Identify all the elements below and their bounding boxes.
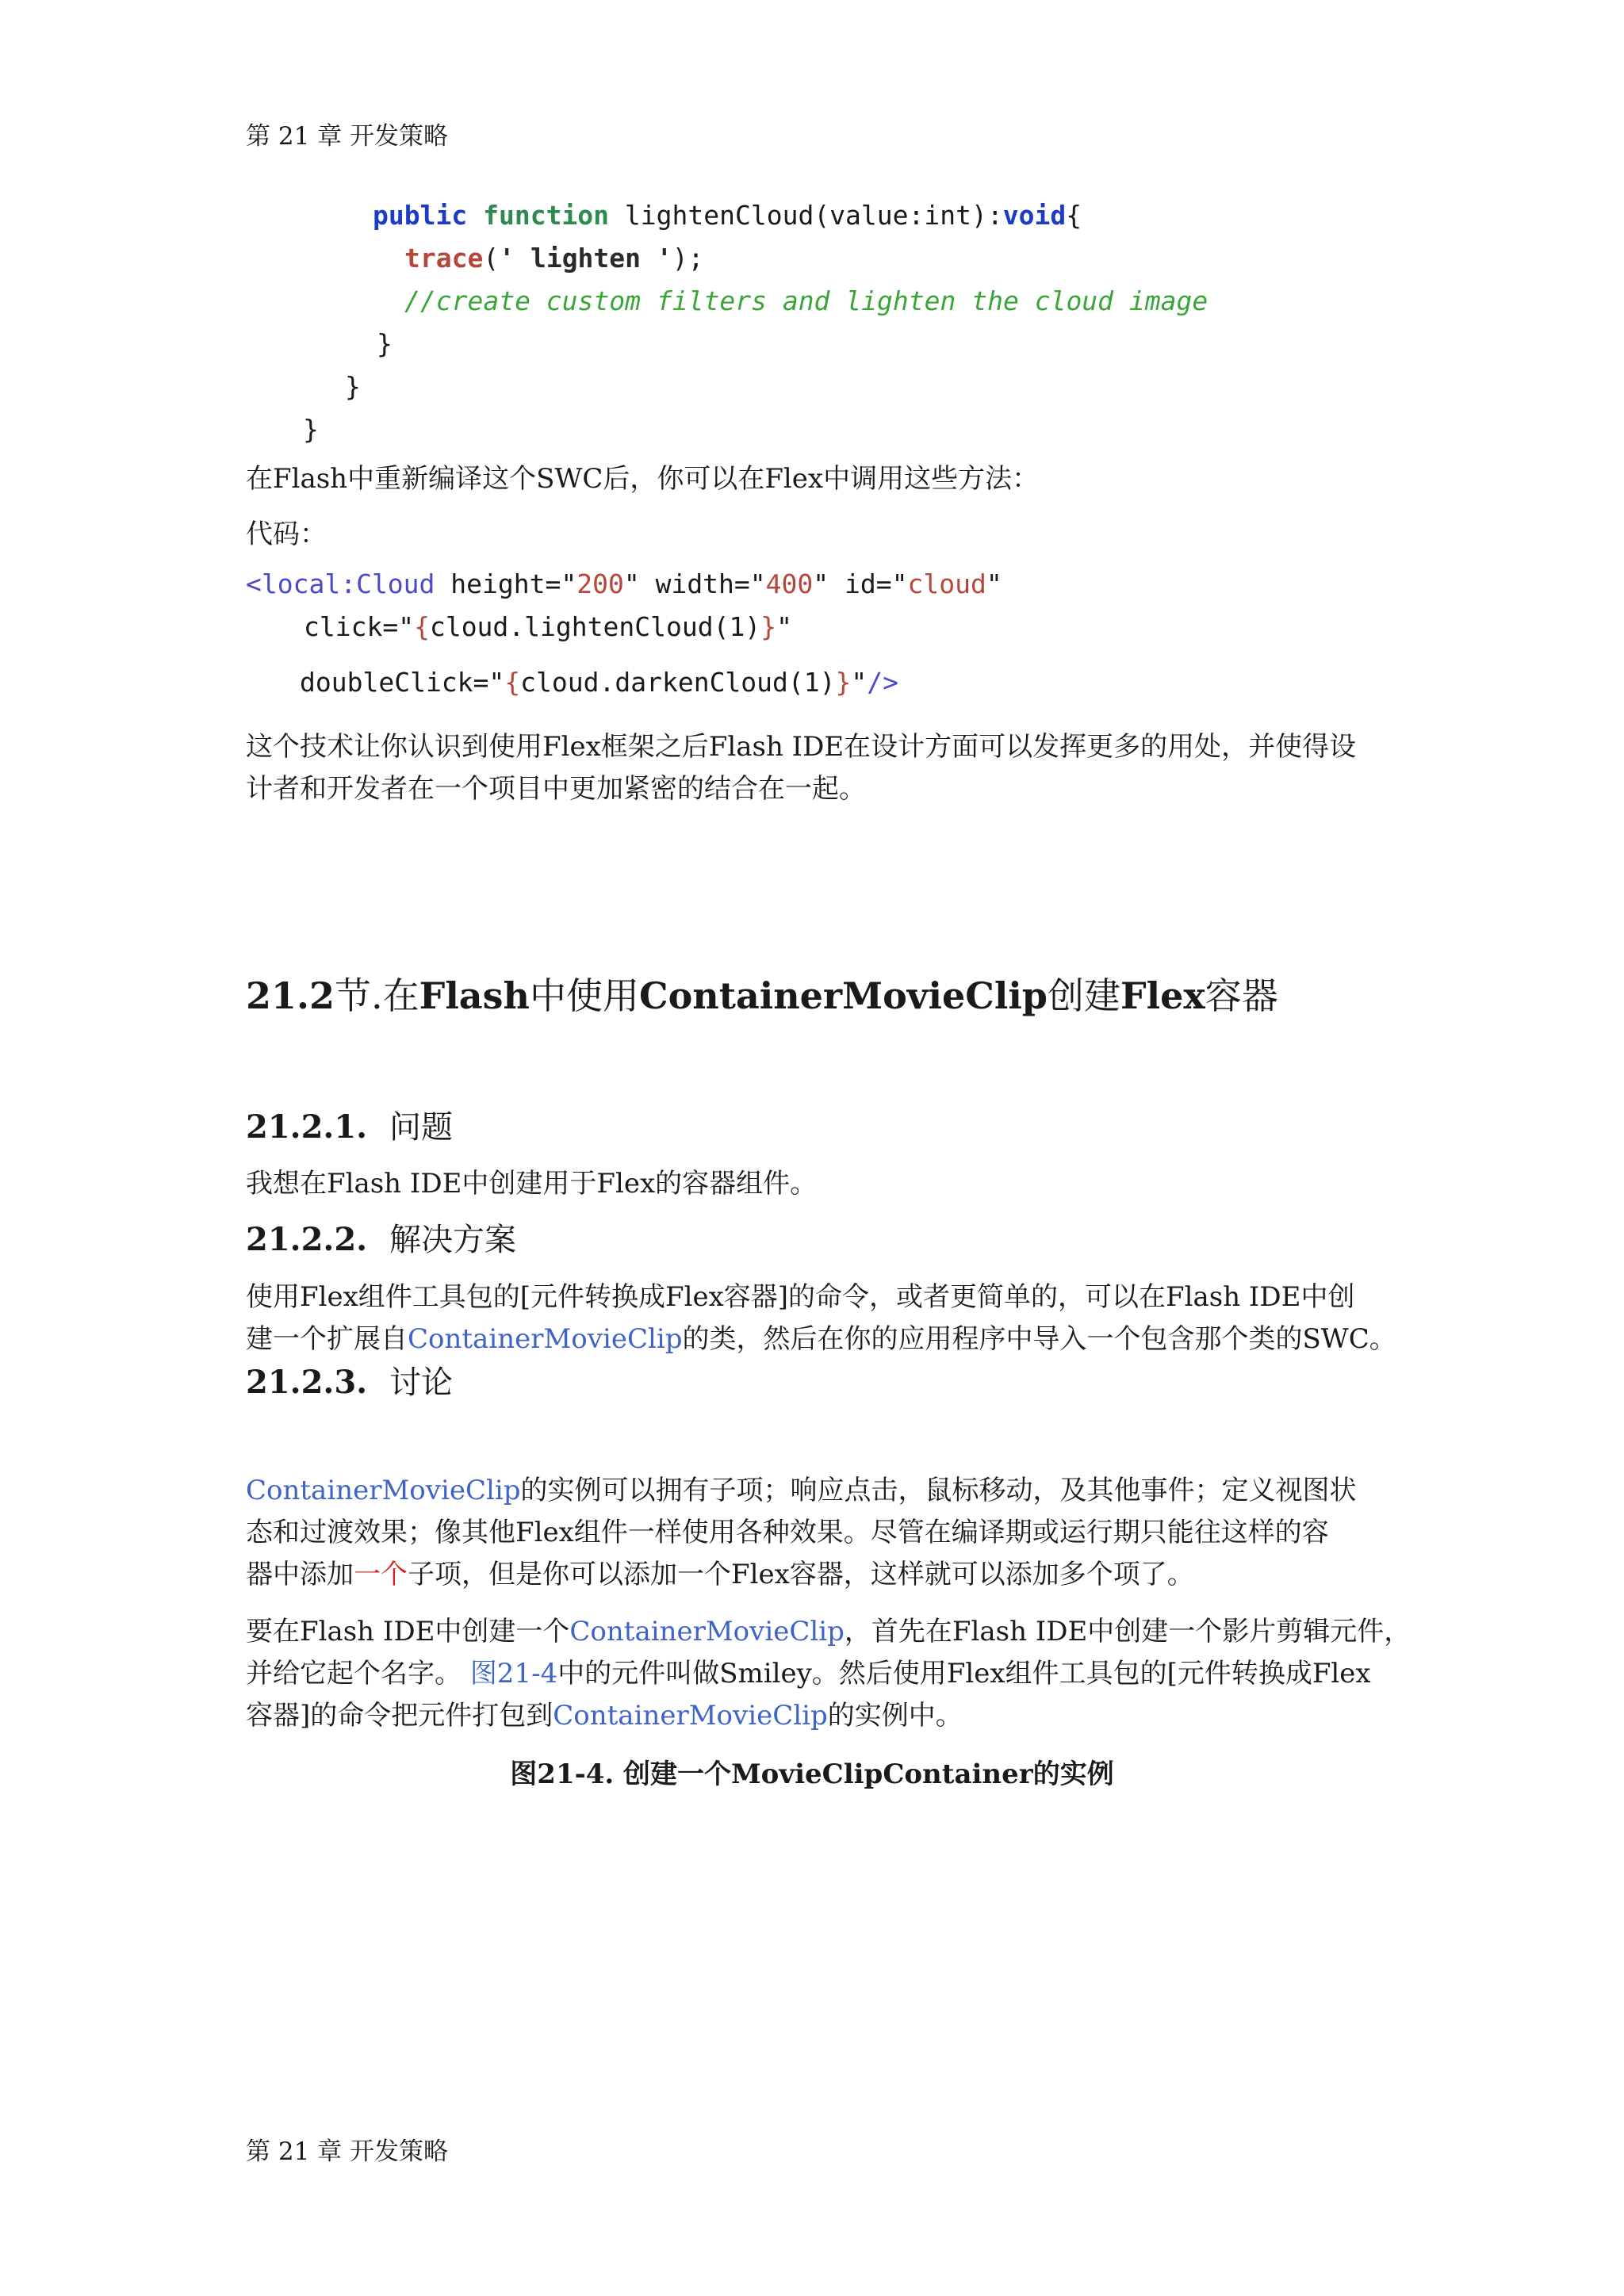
- code-keyword: function: [483, 200, 610, 231]
- subsection-title: 解决方案: [389, 1222, 516, 1258]
- class-link[interactable]: ContainerMovieClip: [569, 1616, 845, 1647]
- mxml-line-3: [300, 667, 898, 698]
- text-run: 容器]的命令把元件打包到: [246, 1700, 553, 1732]
- discussion-line-2: 态和过渡效果；像其他Flex组件一样使用各种效果。尽管在编译期或运行期只能往这样的容: [246, 1517, 1329, 1548]
- problem-text: 我想在Flash IDE中创建用于Flex的容器组件。: [246, 1168, 818, 1200]
- paragraph-technique-line-1: 这个技术让你认识到使用Flex框架之后Flash IDE在设计方面可以发挥更多的用处，并使得设: [246, 731, 1357, 763]
- section-title-part: 中使用: [529, 974, 639, 1017]
- section-title-part: ContainerMovieClip: [638, 974, 1048, 1017]
- steps-line-1: [246, 1609, 1411, 1648]
- section-title-part: 容器: [1205, 974, 1278, 1017]
- text-run: ，首先在Flash IDE中创建一个影片剪辑元件，: [844, 1616, 1411, 1647]
- mxml-value: 200: [576, 568, 624, 599]
- code-string: ' lighten ': [499, 243, 672, 274]
- code-comment: //create custom filters and lighten the cloud image: [404, 285, 1208, 316]
- code-function: trace: [404, 243, 484, 274]
- subsection-number: 21.2.2.: [246, 1221, 368, 1258]
- mxml-attr: ": [851, 667, 868, 698]
- text-run: 并给它起个名字。: [246, 1658, 462, 1689]
- mxml-attr: click=": [304, 611, 415, 642]
- figure-caption: 图21-4. 创建一个MovieClipContainer的实例: [510, 1758, 1114, 1790]
- mxml-attr: " id=": [813, 568, 908, 599]
- page-header: 第 21 章 开发策略: [246, 122, 449, 151]
- discussion-line-1: [246, 1468, 1356, 1507]
- mxml-line-1: [246, 568, 1002, 599]
- code-brace: }: [303, 414, 319, 445]
- subsection-heading-solution: [246, 1215, 516, 1260]
- mxml-attr: height=": [435, 568, 577, 599]
- mxml-line-2: [304, 611, 792, 642]
- section-title-part: Flash: [419, 974, 530, 1017]
- code-keyword: void: [1002, 200, 1067, 231]
- mxml-brace: {: [504, 667, 521, 698]
- class-link[interactable]: ContainerMovieClip: [408, 1323, 683, 1355]
- code-keyword: public: [373, 200, 468, 231]
- text-run: 子项，但是你可以添加一个Flex容器，这样就可以添加多个项了。: [408, 1559, 1194, 1590]
- section-title-part: 创建: [1047, 974, 1120, 1017]
- section-title-part: 节.在: [335, 974, 419, 1017]
- subsection-title: 讨论: [389, 1364, 453, 1401]
- code-text: );: [672, 243, 704, 274]
- class-link[interactable]: ContainerMovieClip: [246, 1475, 521, 1506]
- code-label: 代码：: [246, 519, 327, 550]
- subsection-number: 21.2.3.: [246, 1364, 368, 1401]
- figure-link[interactable]: 图21-4: [469, 1658, 558, 1689]
- mxml-tag: <local:Cloud: [246, 568, 435, 599]
- code-brace: }: [345, 371, 361, 402]
- section-heading: [246, 967, 1278, 1020]
- section-title-part: Flex: [1120, 974, 1205, 1017]
- code-text: (: [483, 243, 500, 274]
- text-run: 中的元件叫做Smiley。然后使用Flex组件工具包的[元件转换成Flex: [557, 1658, 1371, 1689]
- code-text: {: [1066, 200, 1082, 231]
- mxml-attr: doubleClick=": [300, 667, 505, 698]
- mxml-value: 400: [765, 568, 814, 599]
- text-run: 的类，然后在你的应用程序中导入一个包含那个类的SWC。: [682, 1323, 1396, 1355]
- mxml-tag: />: [867, 667, 899, 698]
- subsection-heading-problem: [246, 1102, 453, 1147]
- subsection-heading-discussion: [246, 1357, 453, 1402]
- mxml-brace: {: [414, 611, 430, 642]
- page-footer: 第 21 章 开发策略: [246, 2137, 449, 2166]
- class-link[interactable]: ContainerMovieClip: [553, 1700, 828, 1732]
- subsection-title: 问题: [389, 1109, 453, 1146]
- mxml-attr: ": [986, 568, 1002, 599]
- paragraph-technique-line-2: 计者和开发者在一个项目中更加紧密的结合在一起。: [246, 773, 866, 805]
- paragraph-recompile: 在Flash中重新编译这个SWC后，你可以在Flex中调用这些方法：: [246, 463, 1040, 495]
- mxml-attr: " width=": [623, 568, 766, 599]
- text-run: 的实例可以拥有子项；响应点击，鼠标移动，及其他事件；定义视图状: [520, 1475, 1357, 1506]
- mxml-value: cloud: [907, 568, 986, 599]
- mxml-expr: cloud.darkenCloud(1): [520, 667, 836, 698]
- section-number: 21.2: [246, 974, 335, 1017]
- code-line-2: [404, 243, 704, 274]
- code-brace: }: [377, 328, 393, 359]
- text-run: 的实例中。: [827, 1700, 963, 1732]
- solution-text-line-2: [246, 1317, 1396, 1356]
- mxml-expr: cloud.lightenCloud(1): [429, 611, 761, 642]
- solution-text-line-1: 使用Flex组件工具包的[元件转换成Flex容器]的命令，或者更简单的，可以在Flash IDE中创: [246, 1281, 1355, 1313]
- mxml-brace: }: [760, 611, 777, 642]
- text-run: 建一个扩展自: [246, 1323, 408, 1355]
- steps-line-2: [246, 1651, 1371, 1690]
- steps-line-3: [246, 1693, 963, 1732]
- text-run: 要在Flash IDE中创建一个: [246, 1616, 570, 1647]
- discussion-line-3: [246, 1552, 1194, 1591]
- code-text: lightenCloud(value:int):: [609, 200, 1003, 231]
- mxml-brace: }: [835, 667, 852, 698]
- highlighted-text: 一个: [354, 1559, 408, 1590]
- code-line-1: [373, 200, 1082, 231]
- text-run: 器中添加: [246, 1559, 354, 1590]
- subsection-number: 21.2.1.: [246, 1108, 368, 1146]
- mxml-attr: ": [776, 611, 792, 642]
